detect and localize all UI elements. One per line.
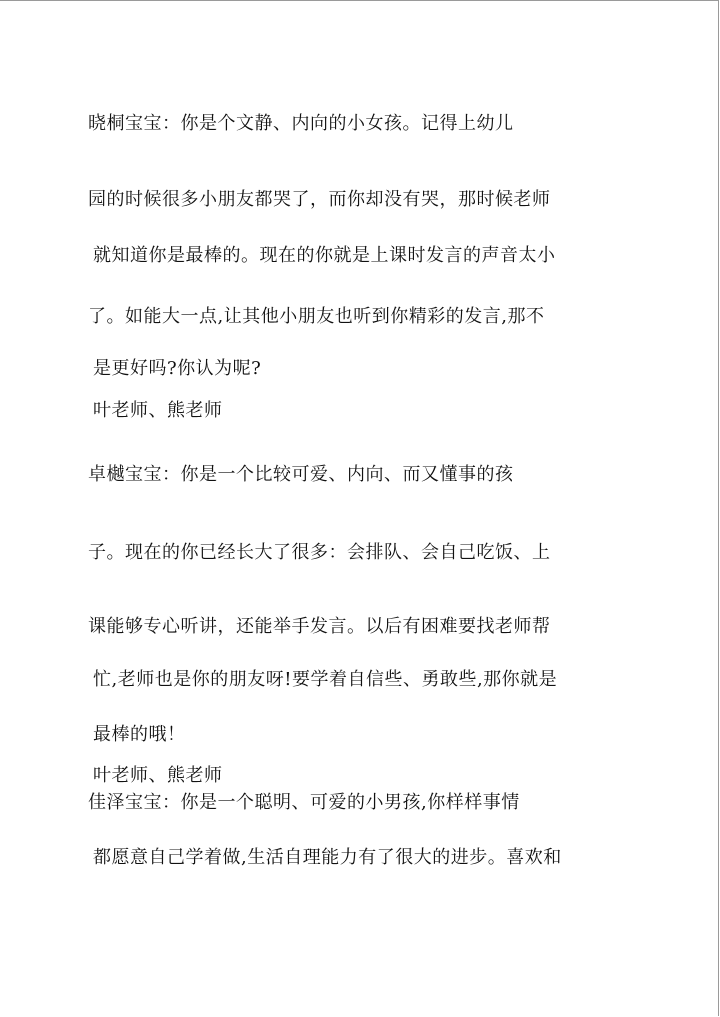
comment-1-signature: 叶老师、熊老师 — [93, 400, 223, 421]
comment-1-line-2: 园的时候很多小朋友都哭了，而你却没有哭，那时候老师 — [88, 189, 551, 210]
comment-1-line-3: 就知道你是最棒的。现在的你就是上课时发言的声音太小 — [93, 245, 556, 266]
comment-1-line-5: 是更好吗?你认为呢? — [93, 358, 262, 379]
comment-2-line-1: 卓樾宝宝：你是一个比较可爱、内向、而又懂事的孩 — [88, 464, 514, 485]
comment-2-signature: 叶老师、熊老师 — [93, 765, 223, 786]
comment-2-line-2: 子。现在的你已经长大了很多：会排队、会自己吃饭、上 — [88, 542, 551, 563]
comment-1-line-1: 晓桐宝宝：你是个文静、内向的小女孩。记得上幼儿 — [88, 113, 514, 134]
comment-3-line-1: 佳泽宝宝：你是一个聪明、可爱的小男孩,你样样事情 — [88, 792, 520, 813]
comment-3-line-2: 都愿意自己学着做,生活自理能力有了很大的进步。喜欢和 — [93, 847, 562, 868]
comment-2-line-3: 课能够专心听讲，还能举手发言。以后有困难要找老师帮 — [88, 616, 551, 637]
comment-2-line-5: 最棒的哦！ — [93, 724, 186, 745]
comment-1-line-4: 了。如能大一点,让其他小朋友也听到你精彩的发言,那不 — [88, 306, 545, 327]
comment-2-line-4: 忙,老师也是你的朋友呀!要学着自信些、勇敢些,那你就是 — [93, 669, 558, 690]
